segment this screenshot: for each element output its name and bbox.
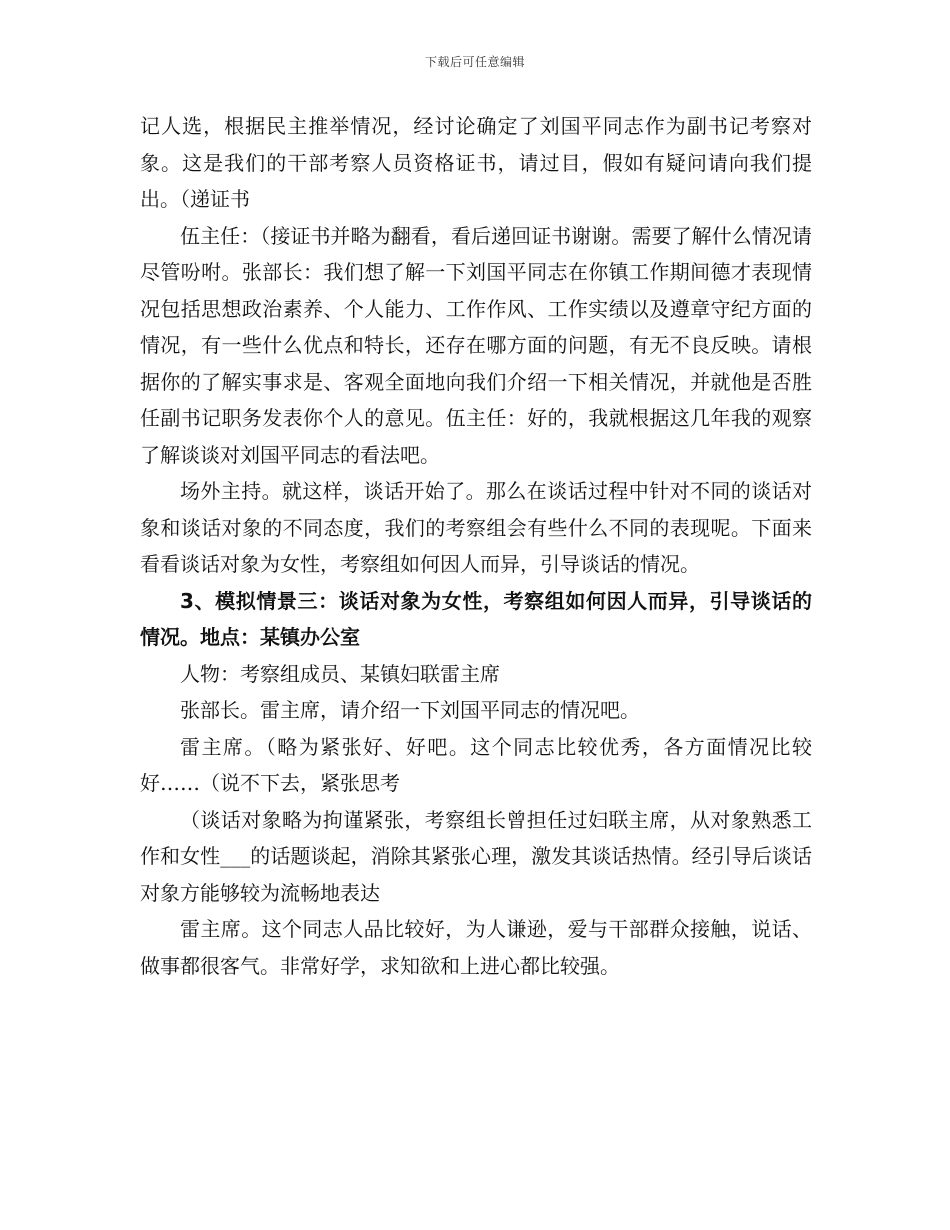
paragraph: 记人选，根据民主推举情况，经讨论确定了刘国平同志作为副书记考察对象。这是我们的干部考察人员资格证书，请过目，假如有疑问请向我们提出。（递证书	[140, 114, 812, 211]
paragraph: 场外主持。就这样，谈话开始了。那么在谈话过程中针对不同的谈话对象和谈话对象的不同态度，我们的考察组会有些什么不同的表现呢。下面来看看谈话对象为女性，考察组如何因人而异，引导谈话的情况。	[140, 479, 812, 576]
paragraph: 雷主席。（略为紧张好、好吧。这个同志比较优秀，各方面情况比较好……（说不下去，紧张思考	[140, 734, 812, 795]
paragraph: 人物：考察组成员、某镇妇联雷主席	[180, 661, 500, 686]
paragraph: 张部长。雷主席，请介绍一下刘国平同志的情况吧。	[180, 698, 640, 722]
section-heading: 3、模拟情景三：谈话对象为女性，考察组如何因人而异，引导谈话的情况。地点：某镇办公室	[140, 588, 812, 649]
paragraph: 伍主任：（接证书并略为翻看，看后递回证书谢谢。需要了解什么情况请尽管吩咐。张部长：我们想了解一下刘国平同志在你镇工作期间德才表现情况包括思想政治素养、个人能力、工作作风、工作实绩以及遵章守纪方面的情况，有一些什么优点和特长，还存在哪方面的问题，有无不良反映。请根据你的了解实事求是、客观全面地向我们介绍一下相关情况，并就他是否胜任副书记职务发表你个人的意见。伍主任：好的，我就根据这几年我的观察了解谈谈对刘国平同志的看法吧。	[140, 223, 812, 467]
document-body	[140, 108, 812, 984]
paragraph: 雷主席。这个同志人品比较好，为人谦逊，爱与干部群众接触，说话、做事都很客气。非常好学，求知欲和上进心都比较强。	[140, 917, 812, 978]
paragraph: （谈话对象略为拘谨紧张，考察组长曾担任过妇联主席，从对象熟悉工作和女性___的话题谈起，消除其紧张心理，激发其谈话热情。经引导后谈话对象方能够较为流畅地表达	[140, 807, 812, 905]
page-header: 下载后可任意编辑	[424, 55, 525, 69]
